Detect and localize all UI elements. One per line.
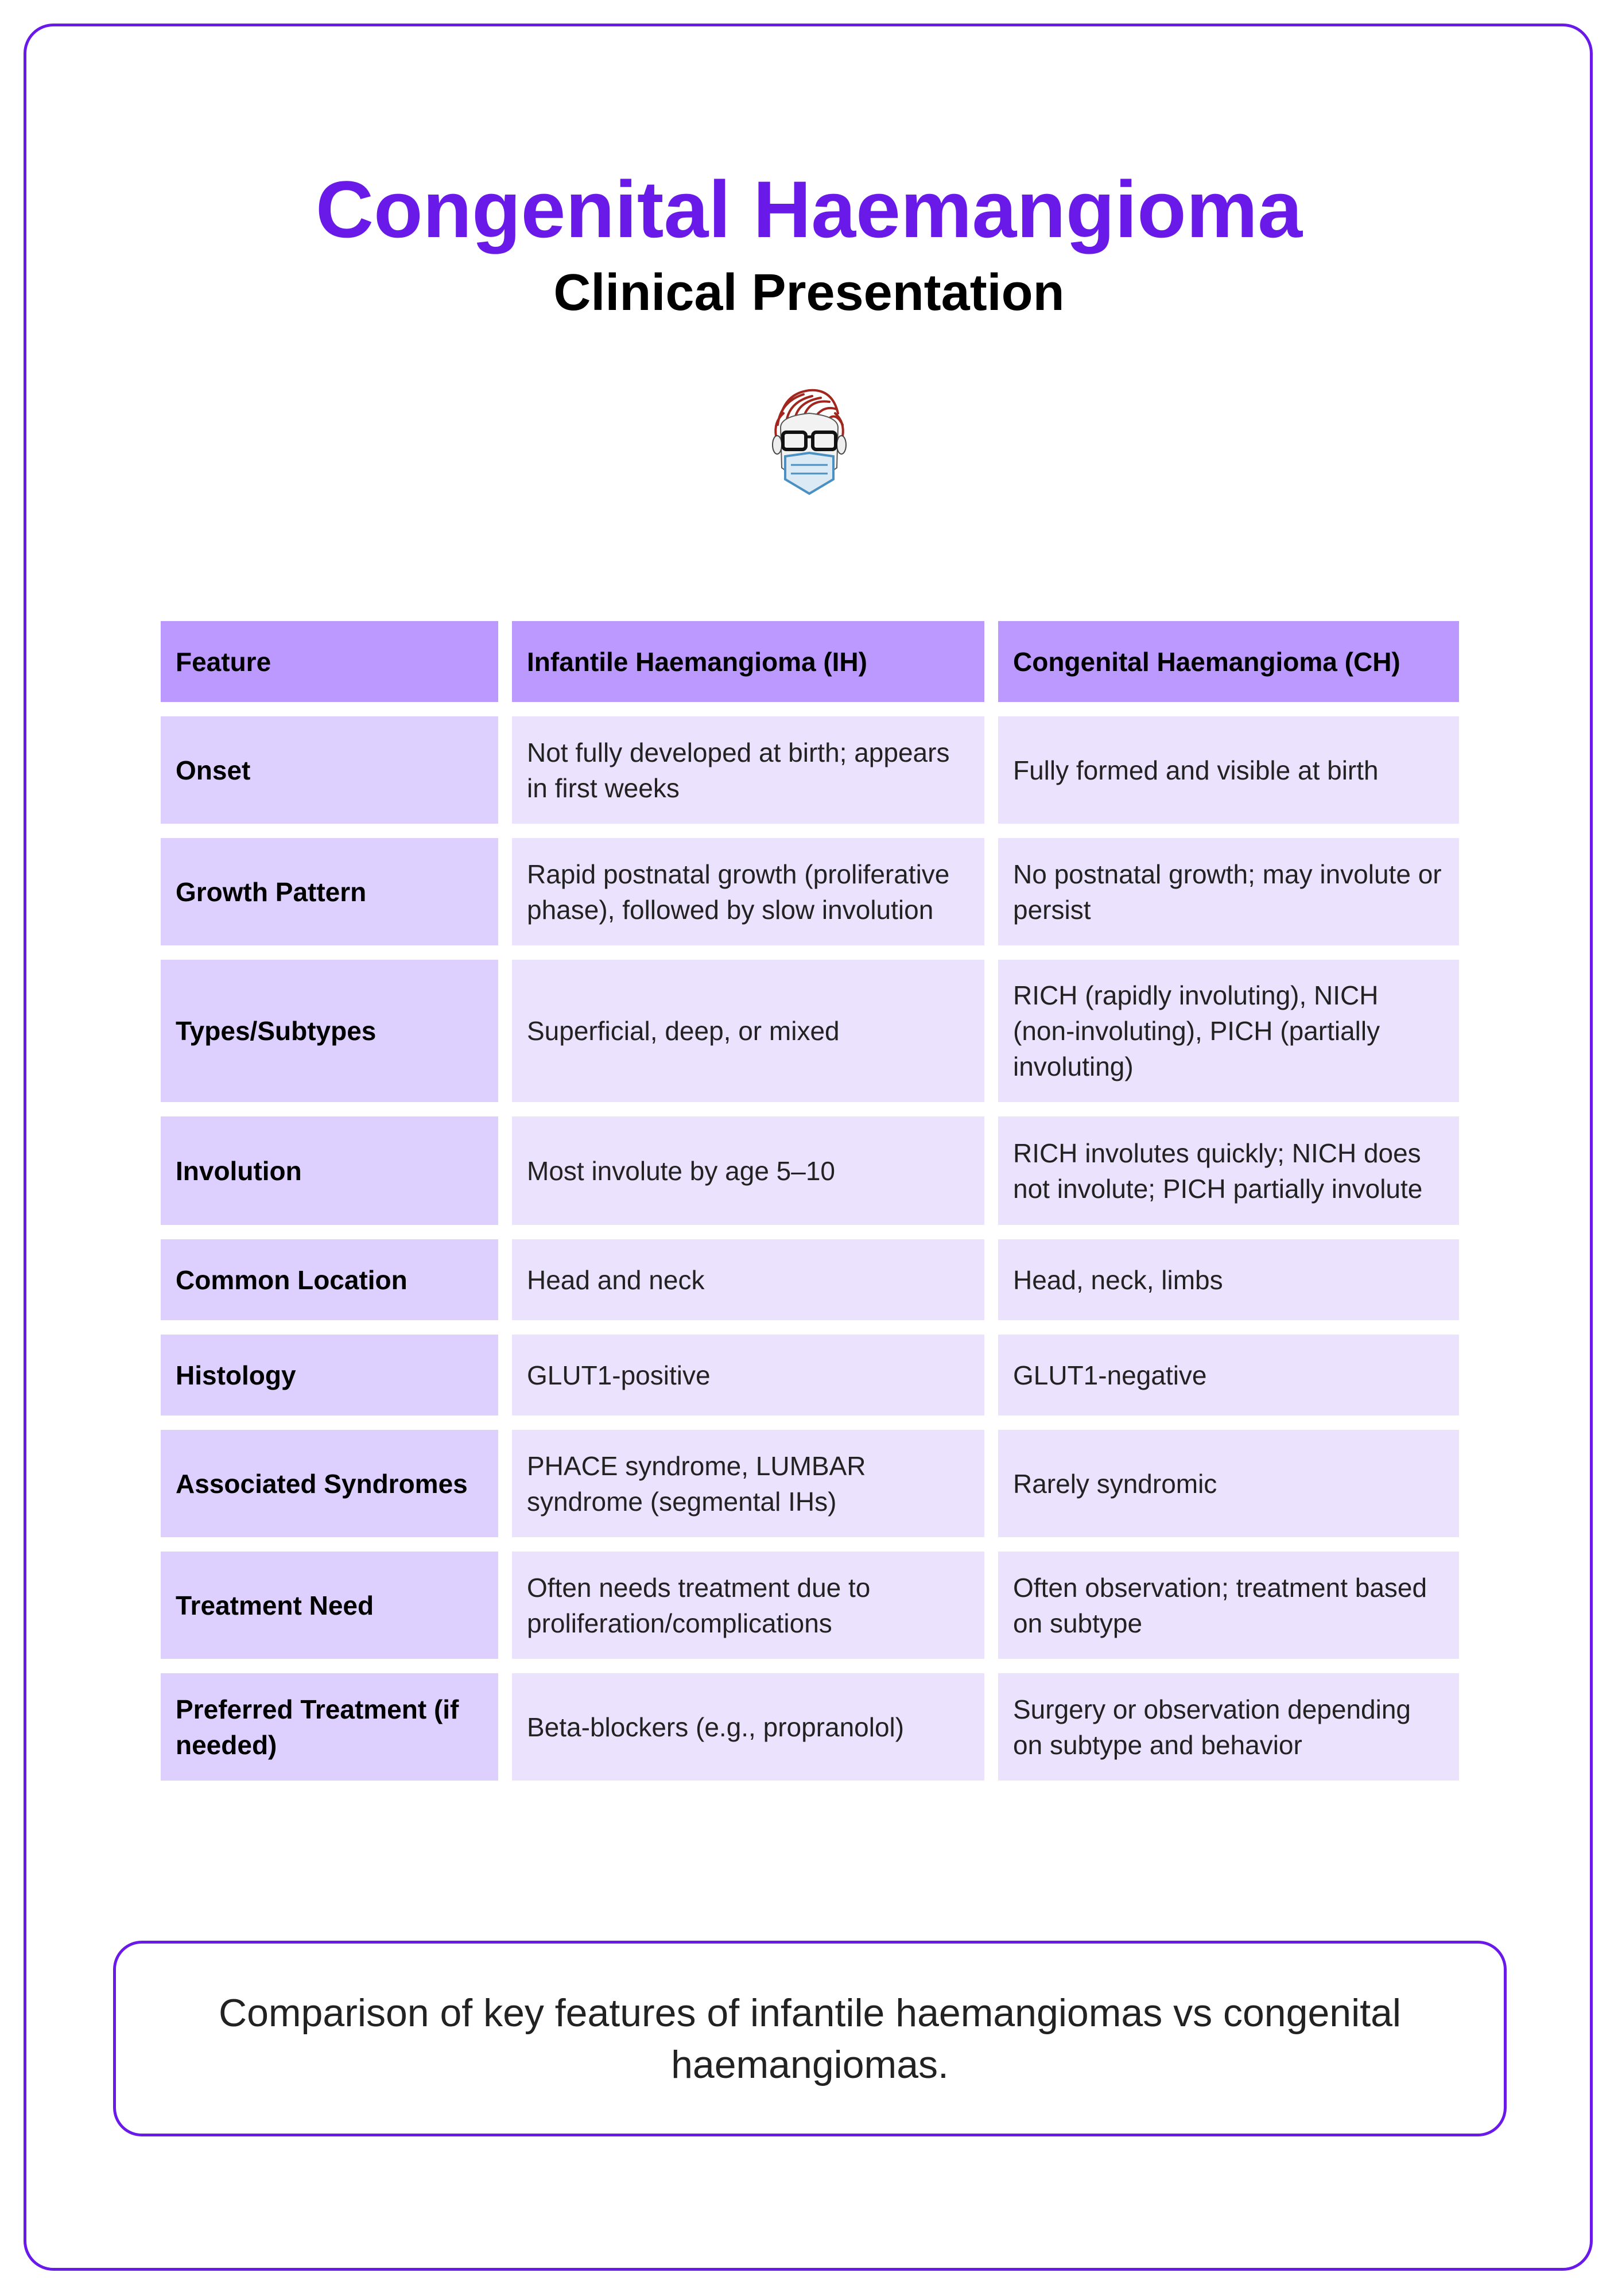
column-header-feature: Feature [161,621,498,702]
table-row [161,1552,1459,1659]
caption-text: Comparison of key features of infantile haemangiomas vs congenital haemangiomas. [218,1991,1402,2086]
page-subtitle: Clinical Presentation [553,264,1065,321]
table-row [161,1430,1459,1537]
doctor-avatar-icon [763,382,855,499]
table-row [161,960,1459,1102]
ch-cell: Surgery or observation depending on subtype and behavior [998,1673,1459,1781]
ch-cell: Often observation; treatment based on subtype [998,1552,1459,1659]
feature-cell: Treatment Need [161,1552,498,1659]
ch-cell: No postnatal growth; may involute or persist [998,838,1459,945]
ch-cell: Fully formed and visible at birth [998,716,1459,824]
feature-cell: Preferred Treatment (if needed) [161,1673,498,1781]
feature-cell: Involution [161,1116,498,1225]
ih-cell: Head and neck [512,1239,984,1320]
table-row [161,1239,1459,1320]
ih-cell: Often needs treatment due to proliferation/complications [512,1552,984,1659]
table-row [161,716,1459,824]
ih-cell: GLUT1-positive [512,1335,984,1415]
table-header-row [161,621,1459,702]
table-row [161,1673,1459,1781]
ih-cell: Most involute by age 5–10 [512,1116,984,1225]
table-row [161,1116,1459,1225]
feature-cell: Onset [161,716,498,824]
ch-cell: GLUT1-negative [998,1335,1459,1415]
ih-cell: Rapid postnatal growth (proliferative phase), followed by slow involution [512,838,984,945]
feature-cell: Growth Pattern [161,838,498,945]
feature-cell: Histology [161,1335,498,1415]
table-row [161,1335,1459,1415]
ch-cell: RICH (rapidly involuting), NICH (non-involuting), PICH (partially involuting) [998,960,1459,1102]
comparison-table [147,607,1473,1795]
ih-cell: Not fully developed at birth; appears in first weeks [512,716,984,824]
column-header-ch: Congenital Haemangioma (CH) [998,621,1459,702]
feature-cell: Common Location [161,1239,498,1320]
ih-cell: Superficial, deep, or mixed [512,960,984,1102]
ch-cell: RICH involutes quickly; NICH does not involute; PICH partially involute [998,1116,1459,1225]
feature-cell: Associated Syndromes [161,1430,498,1537]
table-row [161,838,1459,945]
feature-cell: Types/Subtypes [161,960,498,1102]
column-header-ih: Infantile Haemangioma (IH) [512,621,984,702]
caption-box [113,1941,1507,2136]
ch-cell: Head, neck, limbs [998,1239,1459,1320]
ch-cell: Rarely syndromic [998,1430,1459,1537]
ih-cell: PHACE syndrome, LUMBAR syndrome (segmental IHs) [512,1430,984,1537]
page-title: Congenital Haemangioma [315,164,1303,254]
ih-cell: Beta-blockers (e.g., propranolol) [512,1673,984,1781]
